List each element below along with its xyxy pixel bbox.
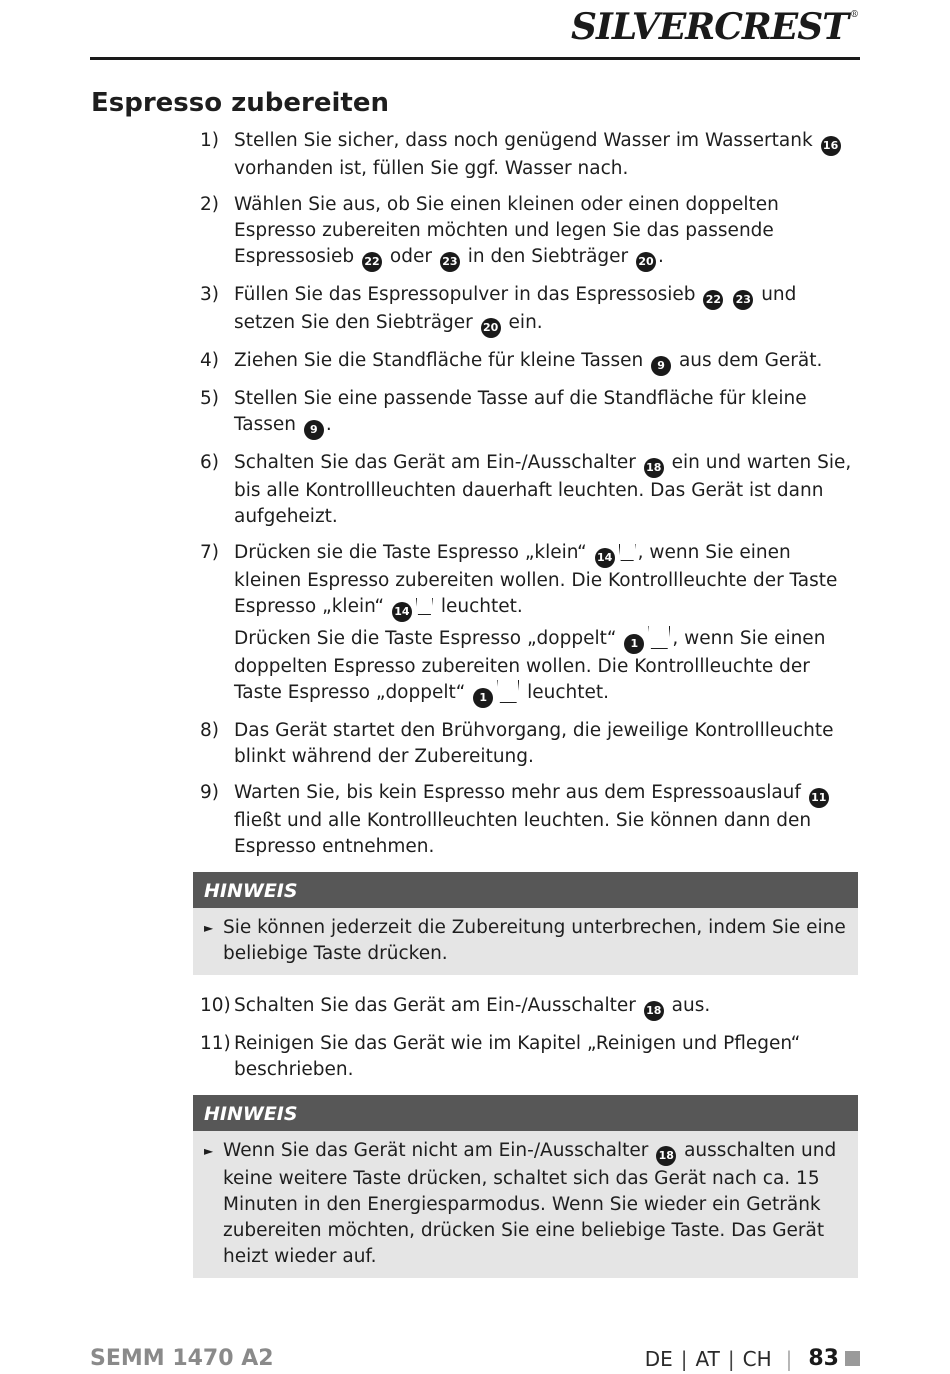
part-number-badge: 20 — [481, 318, 501, 338]
square-marker-icon — [845, 1351, 860, 1366]
text-run: aus. — [665, 995, 711, 1016]
list-item — [200, 348, 860, 376]
step-text — [234, 540, 860, 708]
country-code: DE — [644, 1346, 673, 1371]
text-run: Sie können jederzeit die Zubereitung unterbrechen, indem Sie eine beliebige Taste drücken. — [223, 917, 846, 964]
part-number-badge: 14 — [595, 548, 615, 568]
note-box — [193, 1095, 858, 1278]
step-text — [234, 780, 860, 860]
text-run: . — [325, 414, 332, 435]
note-heading: HINWEIS — [193, 872, 858, 908]
list-item — [200, 540, 860, 708]
text-run: Warten Sie, bis kein Espresso mehr aus dem Espressoauslauf — [234, 782, 807, 803]
text-run: aus dem Gerät. — [673, 350, 823, 371]
step-number: 11) — [200, 1033, 231, 1054]
text-run: ausschalten und keine weitere Taste drücken, schaltet sich das Gerät nach ca. 15 Minuten in den Energiesparmodus. Wenn Sie wieder ein Getränk zubereiten möchten, drücken Sie eine beliebige Taste. Das Gerät heizt wieder auf. — [223, 1140, 837, 1267]
bullet-arrow-icon: ► — [204, 1144, 214, 1158]
list-item — [200, 450, 860, 530]
step-text — [234, 282, 860, 338]
header-rule — [90, 57, 860, 60]
page-number: 83 — [808, 1346, 839, 1371]
text-run: Schalten Sie das Gerät am Ein-/Ausschalter — [234, 452, 642, 473]
step-number: 9) — [200, 782, 219, 803]
list-item — [200, 128, 860, 182]
note-body — [193, 908, 858, 975]
list-item — [200, 993, 860, 1021]
step-number: 6) — [200, 452, 219, 473]
text-run: Füllen Sie das Espressopulver in das Espressosieb — [234, 284, 702, 305]
part-number-badge: 18 — [656, 1146, 676, 1166]
double-cup-icon — [497, 680, 519, 703]
text-run: , wenn Sie einen doppelten Espresso zubereiten wollen. Die Kontrollleuchte der Taste Espresso „doppelt“ — [234, 628, 826, 703]
text-run: Drücken Sie die Taste Espresso „doppelt“ — [234, 628, 623, 649]
steps-list-continued — [200, 993, 860, 1083]
step-subparagraph — [234, 626, 860, 708]
text-run: oder — [384, 246, 438, 267]
note-heading: HINWEIS — [193, 1095, 858, 1131]
step-number: 4) — [200, 350, 219, 371]
text-run: . — [658, 246, 664, 267]
text-run: , wenn Sie einen kleinen Espresso zubereiten wollen. Die Kontrollleuchte der Taste Espresso „klein“ — [234, 542, 838, 617]
text-run: Schalten Sie das Gerät am Ein-/Ausschalter — [234, 995, 642, 1016]
text-run: ein und warten Sie, bis alle Kontrollleuchten dauerhaft leuchten. Das Gerät ist dann aufgeheizt. — [234, 452, 852, 527]
bullet-arrow-icon: ► — [204, 921, 214, 935]
step-number: 3) — [200, 284, 219, 305]
text-run: fließt und alle Kontrollleuchten leuchten. Sie können dann den Espresso entnehmen. — [234, 810, 812, 857]
country-code: AT — [695, 1346, 720, 1371]
text-run: Stellen Sie eine passende Tasse auf die Standfläche für kleine Tassen — [234, 388, 807, 435]
list-item — [200, 192, 860, 272]
step-text — [234, 993, 860, 1021]
text-run: Wenn Sie das Gerät nicht am Ein-/Ausschalter — [223, 1140, 655, 1161]
text-run: leuchtet. — [521, 682, 610, 703]
part-number-badge: 22 — [362, 252, 382, 272]
step-number: 7) — [200, 542, 219, 563]
small-cup-icon — [619, 544, 636, 561]
step-text — [234, 718, 860, 770]
footer-page-info — [645, 1346, 860, 1371]
list-item — [200, 780, 860, 860]
step-text — [234, 348, 860, 376]
note-box — [193, 872, 858, 975]
step-number: 8) — [200, 720, 219, 741]
text-run: leuchtet. — [434, 596, 523, 617]
step-number: 5) — [200, 388, 219, 409]
note-body — [193, 1131, 858, 1278]
step-text — [234, 450, 860, 530]
step-text — [234, 386, 860, 440]
text-run: vorhanden ist, füllen Sie ggf. Wasser nach. — [234, 158, 629, 179]
main-content — [200, 128, 860, 1296]
text-run: Drücken sie die Taste Espresso „klein“ — [234, 542, 593, 563]
note-text — [223, 1138, 846, 1270]
part-number-badge: 11 — [809, 788, 829, 808]
footer-model: SEMM 1470 A2 — [90, 1346, 274, 1371]
steps-list — [200, 128, 860, 860]
part-number-badge: 18 — [644, 1001, 664, 1021]
part-number-badge: 9 — [651, 356, 671, 376]
note-text — [223, 915, 846, 967]
part-number-badge: 20 — [636, 252, 656, 272]
step-text — [234, 1031, 860, 1083]
part-number-badge: 16 — [821, 136, 841, 156]
step-number: 2) — [200, 194, 219, 215]
list-item — [200, 282, 860, 338]
separator: | — [785, 1346, 793, 1371]
part-number-badge: 23 — [733, 290, 753, 310]
text-run: Stellen Sie sicher, dass noch genügend Wasser im Wassertank — [234, 130, 819, 151]
text-run: Reinigen Sie das Gerät wie im Kapitel „Reinigen und Pflegen“ beschrieben. — [234, 1033, 801, 1080]
part-number-badge: 23 — [440, 252, 460, 272]
list-item — [200, 718, 860, 770]
list-item — [200, 1031, 860, 1083]
text-run: ein. — [502, 312, 543, 333]
list-item — [200, 386, 860, 440]
text-run: Ziehen Sie die Standfläche für kleine Tassen — [234, 350, 650, 371]
part-number-badge: 1 — [473, 688, 493, 708]
separator: | — [727, 1346, 735, 1371]
country-code: CH — [742, 1346, 772, 1371]
brand-logo: SILVERCREST ® — [571, 6, 858, 48]
step-number: 1) — [200, 130, 219, 151]
double-cup-icon — [648, 626, 670, 649]
small-cup-icon — [416, 598, 433, 615]
text-run: Wählen Sie aus, ob Sie einen kleinen oder einen doppelten Espresso zubereiten möchten und legen Sie das passende Espressosieb — [234, 194, 779, 267]
step-text — [234, 128, 860, 182]
part-number-badge: 18 — [644, 458, 664, 478]
separator: | — [680, 1346, 688, 1371]
text-run: in den Siebträger — [461, 246, 635, 267]
text-run: und setzen Sie den Siebträger — [234, 284, 797, 333]
step-number: 10) — [200, 995, 231, 1016]
part-number-badge: 9 — [304, 420, 324, 440]
step-text — [234, 192, 860, 272]
part-number-badge: 1 — [624, 634, 644, 654]
part-number-badge: 22 — [703, 290, 723, 310]
page-title: Espresso zubereiten — [91, 88, 389, 118]
text-run — [725, 284, 731, 305]
part-number-badge: 14 — [392, 602, 412, 622]
text-run: Das Gerät startet den Brühvorgang, die jeweilige Kontrollleuchte blinkt während der Zubereitung. — [234, 720, 834, 767]
